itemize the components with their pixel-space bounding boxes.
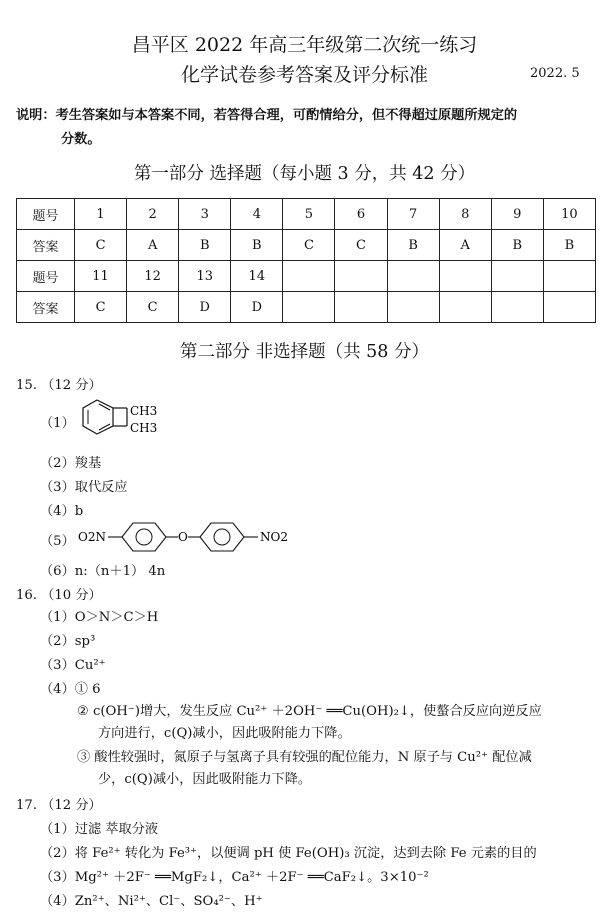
- answer-table: [16, 198, 596, 323]
- q17-answer-1: （1）过滤 萃取分液: [40, 822, 159, 837]
- answer-table-cell: 8: [439, 199, 491, 230]
- q16-answer-4-2-line1: ② c(OH⁻)增大，发生反应 Cu²⁺ ＋2OH⁻ ══Cu(OH)₂↓，使螯合反应向逆反应: [77, 704, 542, 719]
- answer-table-cell: [335, 292, 387, 323]
- answer-table-cell: 7: [387, 199, 439, 230]
- ch3-top-label: CH3: [130, 404, 158, 418]
- answer-table-row: [17, 230, 596, 261]
- part1-title: 第一部分 选择题（每小题 3 分，共 42 分）: [133, 164, 476, 184]
- answer-table-cell: 5: [283, 199, 335, 230]
- answer-table-row: [17, 199, 596, 230]
- answer-table-row-header: 题号: [17, 261, 75, 292]
- answer-table-cell: 4: [231, 199, 283, 230]
- answer-table-cell: 12: [127, 261, 179, 292]
- part2-title: 第二部分 非选择题（共 58 分）: [180, 342, 429, 362]
- answer-table-cell: 11: [75, 261, 127, 292]
- no2-label: NO2: [260, 530, 288, 544]
- q16-answer-4-2-line2: 方向进行，c(Q)减小，因此吸附能力下降。: [98, 726, 351, 741]
- q15-answer-6: （6）n:（n＋1） 4n: [40, 564, 166, 579]
- answer-table-cell: [283, 292, 335, 323]
- q16-answer-4-1: （4）① 6: [40, 682, 101, 697]
- q15-heading: 15. （12 分）: [16, 378, 102, 393]
- answer-table-cell: A: [439, 230, 491, 261]
- answer-table-cell: B: [231, 230, 283, 261]
- answer-table-cell: B: [491, 230, 543, 261]
- q17-heading: 17. （12 分）: [16, 798, 102, 813]
- answer-table-cell: C: [75, 292, 127, 323]
- q16-answer-2: （2）sp³: [40, 634, 96, 649]
- ether-o-label: O: [178, 530, 188, 544]
- answer-table-cell: 1: [75, 199, 127, 230]
- answer-table-cell: [543, 292, 595, 323]
- o2n-label: O2N: [78, 530, 106, 544]
- answer-table-cell: [335, 261, 387, 292]
- answer-table-row-header: 答案: [17, 230, 75, 261]
- q15-answer-4: （4）b: [40, 504, 84, 519]
- q15-structure-5: [76, 512, 326, 562]
- answer-table-row: [17, 261, 596, 292]
- answer-table-cell: [387, 261, 439, 292]
- page-subtitle: 化学试卷参考答案及评分标准: [180, 64, 428, 86]
- answer-table-cell: 2: [127, 199, 179, 230]
- answer-table-cell: [439, 292, 491, 323]
- q16-answer-3: （3）Cu²⁺: [40, 658, 106, 673]
- q15-answer-3: （3）取代反应: [40, 480, 128, 495]
- answer-table-cell: [283, 261, 335, 292]
- q15-structure-1: [80, 394, 170, 446]
- answer-table-cell: C: [75, 230, 127, 261]
- answer-table-cell: 14: [231, 261, 283, 292]
- answer-table-cell: B: [179, 230, 231, 261]
- answer-table-cell: B: [543, 230, 595, 261]
- q16-heading: 16. （10 分）: [16, 588, 102, 603]
- answer-table-cell: A: [127, 230, 179, 261]
- q15-answer-2: （2）羧基: [40, 456, 102, 471]
- q17-answer-2: （2）将 Fe²⁺ 转化为 Fe³⁺，以便调 pH 使 Fe(OH)₃ 沉淀，达到去除 Fe 元素的目的: [40, 846, 537, 861]
- q16-answer-4-3-line1: ③ 酸性较强时，氮原子与氢离子具有较强的配位能力，N 原子与 Cu²⁺ 配位减: [77, 750, 532, 765]
- q16-answer-1: （1）O＞N＞C＞H: [40, 610, 159, 625]
- exam-date: 2022. 5: [530, 66, 580, 81]
- q15-answer-5-label: （5）: [40, 534, 75, 549]
- answer-table-cell: 9: [491, 199, 543, 230]
- q17-answer-3: （3）Mg²⁺ ＋2F⁻ ══MgF₂↓，Ca²⁺ ＋2F⁻ ══CaF₂↓。3×10⁻²: [40, 870, 429, 885]
- answer-table-cell: 10: [543, 199, 595, 230]
- q17-answer-4: （4）Zn²⁺、Ni²⁺、Cl⁻、SO₄²⁻、H⁺: [40, 894, 263, 909]
- answer-table-cell: D: [179, 292, 231, 323]
- answer-table-cell: C: [335, 230, 387, 261]
- answer-table-cell: C: [127, 292, 179, 323]
- answer-table-cell: [439, 261, 491, 292]
- answer-table-cell: [491, 292, 543, 323]
- q16-answer-4-3-line2: 少，c(Q)减小，因此吸附能力下降。: [98, 772, 312, 787]
- instructions-note: [16, 104, 601, 152]
- answer-table-cell: 13: [179, 261, 231, 292]
- note-line-1: 说明：考生答案如与本答案不同，若答得合理，可酌情给分，但不得超过原题所规定的: [16, 108, 518, 123]
- q15-answer-1-label: （1）: [40, 416, 75, 431]
- answer-table-cell: C: [283, 230, 335, 261]
- page-title: 昌平区 2022 年高三年级第二次统一练习: [131, 34, 478, 56]
- answer-table-cell: 6: [335, 199, 387, 230]
- note-line-2: 分数。: [61, 132, 101, 147]
- answer-table-cell: D: [231, 292, 283, 323]
- answer-table-row-header: 答案: [17, 292, 75, 323]
- answer-table-cell: B: [387, 230, 439, 261]
- answer-table-row: [17, 292, 596, 323]
- answer-table-cell: 3: [179, 199, 231, 230]
- answer-table-cell: [543, 261, 595, 292]
- answer-table-row-header: 题号: [17, 199, 75, 230]
- answer-table-cell: [387, 292, 439, 323]
- ch3-bottom-label: CH3: [130, 421, 158, 435]
- answer-table-cell: [491, 261, 543, 292]
